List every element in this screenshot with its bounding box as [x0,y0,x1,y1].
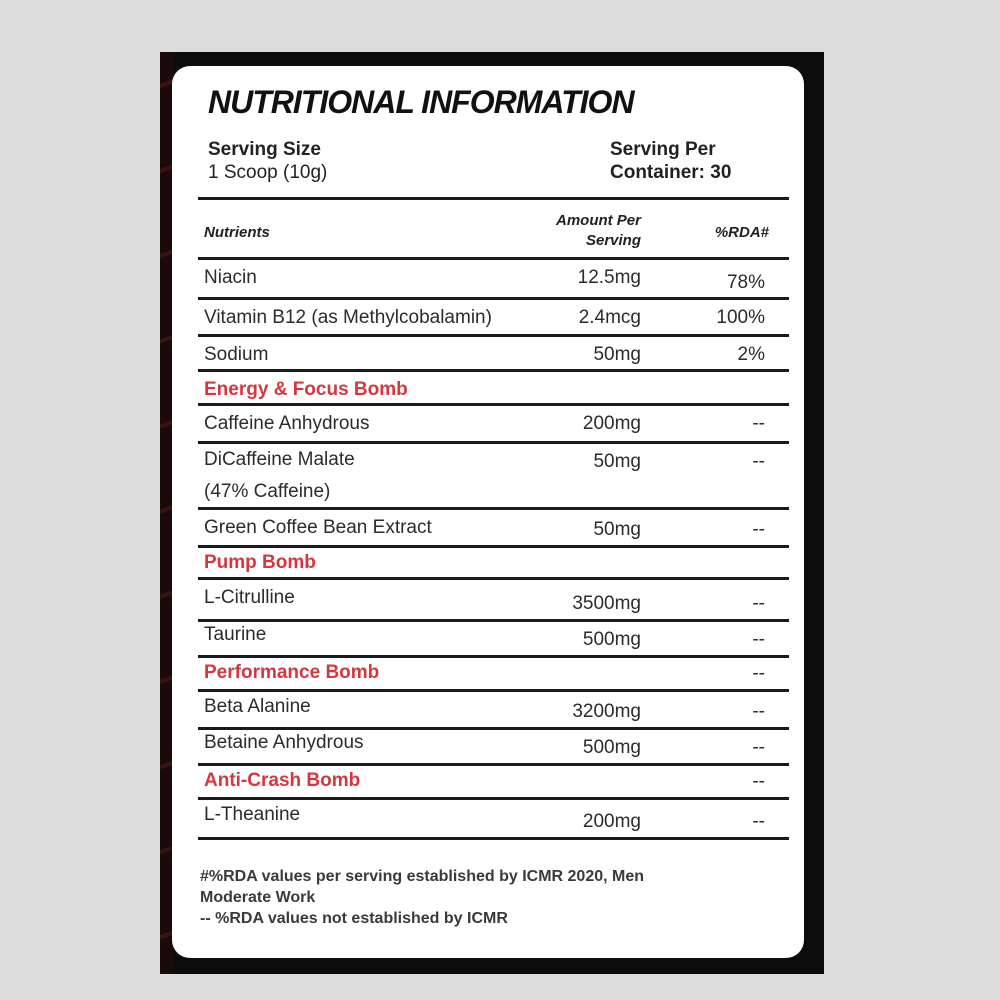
nutrient-rda: -- [752,811,765,832]
nutrient-rda: 78% [726,272,765,293]
nutrient-amount: 12.5mg [577,267,641,288]
nutrient-name: Green Coffee Bean Extract [204,517,432,538]
nutrient-amount: 50mg [593,451,641,472]
nutrient-name: Sodium [204,344,269,365]
nutrient-name: Niacin [204,267,257,288]
footnote-not-established: -- %RDA values not established by ICMR [200,910,508,927]
section-row [198,658,789,692]
nutrient-rda: 100% [716,307,765,328]
nutrient-amount: 500mg [582,629,641,650]
nutrient-rda: -- [752,519,765,540]
header-amount-line2: Serving [585,232,641,249]
section-title: Anti-Crash Bomb [204,770,361,791]
nutrient-name: Caffeine Anhydrous [204,413,370,434]
nutrient-name: L-Citrulline [204,587,295,608]
serving-per-value: Container: 30 [610,162,732,183]
nutrient-amount: 3200mg [572,701,641,722]
nutrient-rda: -- [752,629,765,650]
nutrient-name: Betaine Anhydrous [204,732,364,753]
nutrient-amount: 3500mg [572,593,641,614]
nutrient-name: Taurine [204,624,267,645]
nutrient-amount: 200mg [582,413,641,434]
nutrient-amount: 50mg [593,344,641,365]
nutrient-rda: -- [752,451,765,472]
nutrient-amount: 2.4mcg [578,307,641,328]
table-row [198,622,789,658]
footnote-rda-source: #%RDA values per serving established by ICMR 2020, Men [200,868,645,885]
nutrient-name: Vitamin B12 (as Methylcobalamin) [204,307,492,328]
nutrient-name [204,444,355,508]
header-amount-line1: Amount Per [555,212,641,229]
nutrient-name: Beta Alanine [204,696,311,717]
table-row [198,300,789,337]
section-row [198,548,789,580]
table-row [198,337,789,372]
serving-per-label: Serving Per [610,139,716,160]
table-row [198,260,789,300]
table-row [198,406,789,444]
nutrient-amount: 200mg [582,811,641,832]
section-rda: -- [752,771,765,792]
serving-per-container [610,138,731,184]
nutrient-name-line2: (47% Caffeine) [204,481,331,502]
nutrient-name-line1: DiCaffeine Malate [204,449,355,470]
table-row [198,800,789,840]
section-rda: -- [752,663,765,684]
nutrient-rda: -- [752,701,765,722]
header-rda: %RDA# [714,224,769,241]
table-row [198,510,789,548]
section-title: Energy & Focus Bomb [204,379,408,400]
table-row [198,580,789,622]
footnotes [200,866,644,929]
table-row [198,692,789,730]
nutrient-rda: -- [752,737,765,758]
nutrient-name: L-Theanine [204,804,301,825]
table-row [198,444,789,510]
nutrient-amount: 50mg [593,519,641,540]
header-nutrients: Nutrients [204,224,270,241]
section-row [198,372,789,406]
nutrient-amount: 500mg [582,737,641,758]
nutrient-rda: -- [752,413,765,434]
footnote-rda-source-cont: Moderate Work [200,889,316,906]
table-header-row [198,200,789,260]
serving-size-value: 1 Scoop (10g) [208,162,328,183]
table-row [198,730,789,766]
serving-size-label: Serving Size [208,139,321,160]
section-title: Pump Bomb [204,552,316,573]
nutrient-rda: 2% [737,344,765,365]
page-title: NUTRITIONAL INFORMATION [208,84,634,120]
nutrient-rda: -- [752,593,765,614]
section-row [198,766,789,800]
header-amount [556,211,641,251]
serving-size [208,138,327,184]
section-title: Performance Bomb [204,662,380,683]
nutrition-table [198,197,789,840]
